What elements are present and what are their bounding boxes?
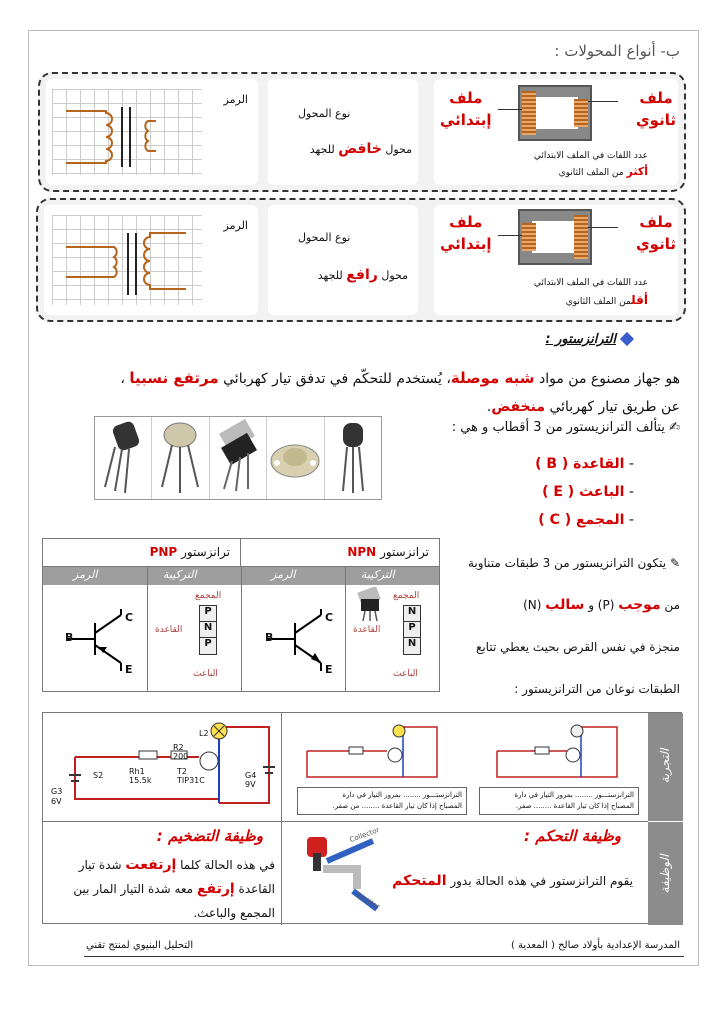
- primary-coil: [522, 223, 536, 251]
- step-up-symbol: [66, 219, 196, 303]
- step-up-type: محول رافع للجهد: [317, 267, 408, 283]
- secondary-coil: [574, 99, 588, 127]
- control-title: وظيفة التحكم :: [524, 827, 621, 845]
- rh-label: Rh1 15.5k: [129, 767, 152, 785]
- note-off: الترانزستـــور ........ بمرور التيار في دارة المصباح إذا كان تيار القاعدة ........ صفر.: [479, 787, 639, 815]
- emitter-tag: Emitter: [354, 891, 382, 911]
- pnp-structure-header: التركيبة: [163, 568, 197, 581]
- npn-pin-b: B: [265, 631, 274, 644]
- amplifier-circuit: [49, 717, 275, 817]
- amplification-title: وظيفة التضخيم :: [156, 827, 263, 845]
- npn-emitter-label: الباعث: [393, 669, 418, 679]
- transistor-photo-2: [152, 417, 208, 497]
- switching-circuit-on: [287, 717, 467, 787]
- l2-label: L2: [199, 729, 209, 738]
- pnp-header: ترانزستور PNP: [43, 539, 241, 567]
- pole-item: - المجمع ( C ): [538, 512, 634, 528]
- pnp-emitter-label: الباعث: [193, 669, 218, 679]
- pnp-base-label: القاعدة: [155, 625, 183, 635]
- transistor-photo-1: [95, 417, 151, 497]
- experiment-side-label: التجربة: [658, 748, 672, 784]
- npn-base-label: القاعدة: [353, 625, 381, 635]
- t2-label: T2 TIP31C: [177, 767, 205, 785]
- g3-label: G3 6V: [51, 787, 63, 806]
- pole-item: - الباعث ( E ): [542, 484, 634, 500]
- step-down-symbol-card: [46, 79, 258, 185]
- pen-icon: ✎: [669, 556, 680, 570]
- s2-label: S2: [93, 771, 104, 780]
- poles-intro: ✍ يتألف الترانزيستور من 3 أقطاب و هي :: [451, 420, 680, 435]
- definition-text: هو جهاز مصنوع من مواد شبه موصلة، يُستخدم للتحكّم في تدفق تيار كهربائي مرتفع نسبيا ، عن طريق تيار كهربائي منخفض.: [120, 369, 680, 415]
- step-down-box: [38, 72, 686, 192]
- step-up-picture-card: [434, 205, 678, 315]
- pnp-collector-label: المجمع: [195, 591, 222, 601]
- pnp-pin-c: C: [125, 611, 134, 624]
- step-down-note: عدد اللفات في الملف الابتدائي أكثر من الملف الثانوي: [533, 151, 648, 178]
- pnp-symbol-header: الرمز: [73, 568, 98, 581]
- pnp-layers: P N P: [199, 605, 217, 655]
- symbol-label: الرمز: [223, 93, 248, 106]
- switching-circuit-off: [477, 717, 647, 787]
- pencil-icon: ✍: [669, 420, 680, 435]
- secondary-coil: [574, 215, 588, 259]
- type-label: نوع المحول: [298, 231, 351, 244]
- step-up-symbol-card: [44, 205, 258, 315]
- npn-structure-header: التركيبة: [361, 568, 395, 581]
- footer-school: المدرسة الإعدادية بأولاد صالح ( المعدية ): [510, 940, 680, 951]
- primary-coil-label: ملف إبتدائي: [440, 213, 492, 253]
- step-up-box: [36, 198, 686, 322]
- g4-label: G4 9V: [245, 771, 257, 789]
- footer-subject: التحليل البنيوي لمنتج تقني: [86, 940, 194, 951]
- transistor-photo-3: [210, 417, 266, 497]
- npn-layers: N P N: [403, 605, 421, 655]
- type-label: نوع المحول: [298, 107, 351, 120]
- npn-collector-label: المجمع: [393, 591, 420, 601]
- symbol-label: الرمز: [223, 219, 248, 232]
- step-down-picture-card: [434, 79, 678, 185]
- collector-tag: Collector: [348, 825, 381, 845]
- experiment-table: [42, 712, 682, 924]
- secondary-coil-label: ملف ثانوي: [635, 89, 676, 129]
- layers-text: ✎ يتكون الترانزيستور من 3 طبقات متناوبة من موجب (P) و سالب (N) منجزة في نفس القرص بحيث يعطي تتابع الطبقات نوعان من الترانزيستور :: [467, 556, 680, 696]
- pnp-pin-b: B: [65, 631, 74, 644]
- step-down-type: محول خافض للجهد: [309, 141, 412, 157]
- note-on: الترانزستـــور ........ بمرور التيار في دارة المصباح إذا كان تيار القاعدة ........ من صفر.: [297, 787, 467, 815]
- step-down-type-card: [268, 79, 418, 185]
- step-down-symbol: [66, 93, 196, 173]
- npn-symbol-header: الرمز: [271, 568, 296, 581]
- section-heading: ب- أنواع المحولات :: [554, 42, 680, 60]
- step-up-type-card: [268, 205, 418, 315]
- transistor-photo-4: [267, 417, 323, 497]
- pole-item: - القاعدة ( B ): [535, 456, 634, 472]
- transistor-photo-5: [325, 417, 381, 497]
- secondary-coil-label: ملف ثانوي: [635, 213, 676, 253]
- npn-pin-c: C: [325, 611, 334, 624]
- transistor-title: الترانزستور :: [545, 332, 616, 347]
- primary-coil: [522, 91, 536, 135]
- transistor-photos: [94, 416, 382, 500]
- r2-label: R2 200: [173, 743, 189, 761]
- primary-coil-label: ملف إبتدائي: [440, 89, 492, 129]
- transistor-types-table: [42, 538, 440, 692]
- poles-list: [474, 450, 634, 534]
- control-text: يقوم الترانزستور في هذه الحالة بدور المتحكم: [392, 873, 633, 889]
- function-side-label: الوظيفة: [658, 854, 672, 894]
- npn-photo: [355, 587, 385, 621]
- amplification-text: في هذه الحالة كلما إرتفعت شدة تيار القاعدة إرتفع معه شدة التيار المار بين المجمع والباعث.: [73, 857, 275, 920]
- pnp-pin-e: E: [125, 663, 133, 676]
- npn-pin-e: E: [325, 663, 333, 676]
- step-up-note: عدد اللفات في الملف الابتدائي أقلمن الملف الثانوي: [533, 278, 648, 307]
- npn-header: ترانزستور NPN: [241, 539, 439, 567]
